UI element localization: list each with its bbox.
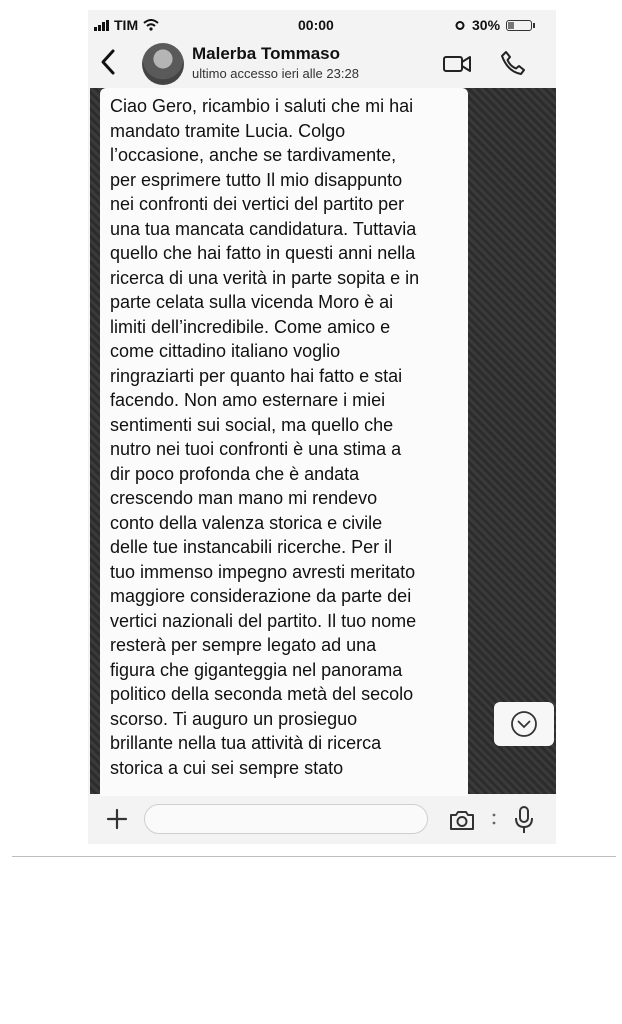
signal-icon bbox=[94, 20, 109, 31]
microphone-icon[interactable] bbox=[514, 805, 534, 835]
contact-name[interactable]: Malerba Tommaso bbox=[192, 44, 341, 63]
message-line: Ciao Gero, ricambio i saluti che mi hai bbox=[110, 96, 414, 116]
chat-header bbox=[88, 40, 556, 88]
message-input[interactable] bbox=[144, 804, 428, 834]
last-seen: ultimo accesso ieri alle 23:28 bbox=[192, 66, 359, 81]
phone-call-icon[interactable] bbox=[500, 50, 526, 76]
page-divider bbox=[12, 856, 616, 857]
message-line: per esprimere tutto Il mio disappunto bbox=[110, 169, 403, 190]
input-bar bbox=[88, 796, 556, 844]
camera-icon[interactable] bbox=[448, 808, 476, 832]
avatar[interactable] bbox=[142, 43, 184, 85]
message-line: ricerca di una verità in parte sopita e in bbox=[110, 267, 420, 288]
status-bar bbox=[88, 10, 556, 40]
message-line: ringraziarti per quanto hai fatto e stai bbox=[110, 365, 403, 386]
message-line: facendo. Non amo esternare i miei bbox=[110, 390, 386, 410]
message-line: tuo immenso impegno avresti meritato bbox=[110, 561, 416, 582]
message-line: nutro nei tuoi confronti è una stima a bbox=[110, 439, 402, 459]
message-line: quello che hai fatto in questi anni nella bbox=[110, 243, 416, 263]
message-line: nei confronti dei vertici del partito per bbox=[110, 194, 405, 214]
plus-icon[interactable] bbox=[106, 808, 128, 830]
message-line: una tua mancata candidatura. Tuttavia bbox=[110, 218, 417, 239]
message-line: brillante nella tua attività di ricerca bbox=[110, 733, 382, 753]
battery-percent: 30% bbox=[472, 17, 501, 33]
message-line: sentimenti sui social, ma quello che bbox=[110, 414, 394, 435]
status-left bbox=[94, 17, 159, 33]
message-text bbox=[110, 94, 460, 780]
wifi-icon bbox=[143, 19, 159, 31]
message-line: mandato tramite Lucia. Colgo bbox=[110, 120, 346, 141]
message-line: resterà per sempre legato ad una bbox=[110, 635, 377, 655]
message-line: delle tue instancabili ricerche. Per il bbox=[110, 537, 393, 557]
message-line: vertici nazionali del partito. Il tuo nome bbox=[110, 610, 417, 631]
message-line: storica a cui sei sempre stato bbox=[110, 757, 344, 778]
message-line: limiti dell’incredibile. Come amico e bbox=[110, 316, 391, 337]
message-line: crescendo man mano mi rendevo bbox=[110, 488, 378, 508]
message-line: politico della seconda metà del secolo bbox=[110, 684, 414, 704]
message-line: figura che giganteggia nel panorama bbox=[110, 659, 403, 680]
scroll-down-icon bbox=[510, 710, 538, 738]
message-line: conto della valenza storica e civile bbox=[110, 512, 383, 533]
status-right bbox=[454, 17, 532, 33]
scroll-down-button[interactable] bbox=[494, 702, 554, 746]
carrier-label: TIM bbox=[114, 17, 139, 33]
message-line: l’occasione, anche se tardivamente, bbox=[110, 145, 397, 165]
message-bubble[interactable] bbox=[100, 88, 468, 796]
more-dots-icon bbox=[492, 810, 496, 828]
message-line: dir poco profonda che è andata bbox=[110, 463, 360, 484]
message-line: scorso. Ti auguro un prosieguo bbox=[110, 708, 358, 729]
video-call-icon[interactable] bbox=[442, 54, 472, 74]
message-line: come cittadino italiano voglio bbox=[110, 341, 341, 361]
phone-screen bbox=[88, 10, 556, 844]
alarm-icon bbox=[454, 19, 466, 31]
message-line: maggiore considerazione da parte dei bbox=[110, 586, 412, 606]
status-time: 00:00 bbox=[298, 17, 334, 33]
back-icon[interactable] bbox=[98, 48, 118, 76]
message-line: parte celata sulla vicenda Moro è ai bbox=[110, 292, 394, 312]
battery-fill bbox=[508, 22, 514, 29]
battery-icon bbox=[506, 20, 532, 31]
